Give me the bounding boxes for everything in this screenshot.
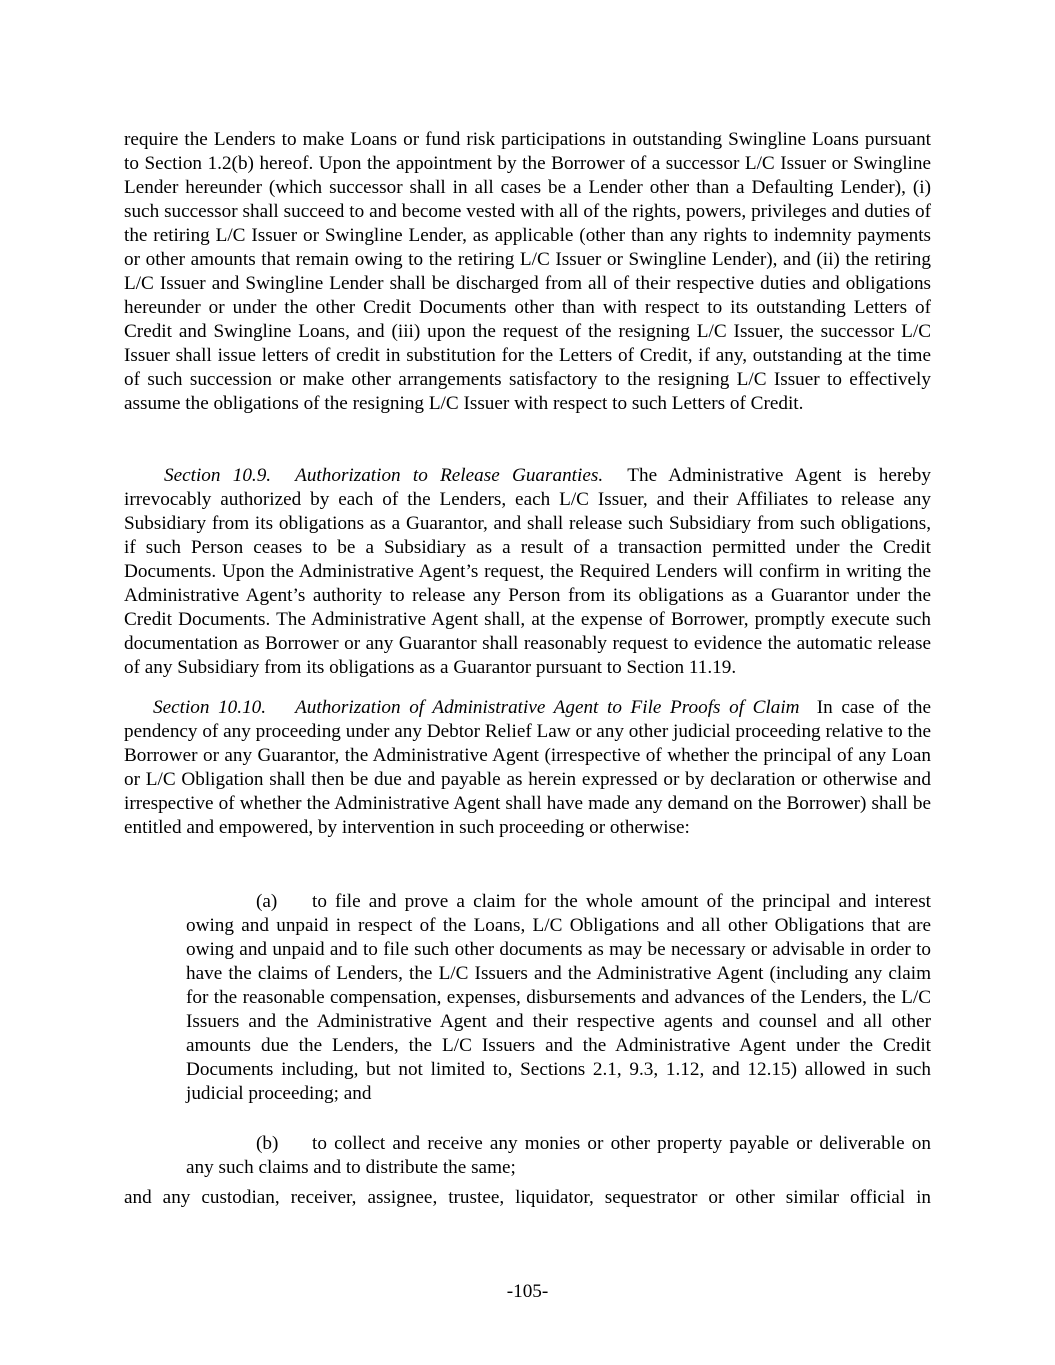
section-title: Authorization to Release Guaranties. <box>295 465 604 486</box>
item-label: (a) <box>256 891 278 912</box>
section-body: The Administrative Agent is hereby irrevocably authorized by each of the Lenders, each L/C Issuer, and their Affiliates to release any Subsidiary from its obligations as a Guarantor, and shall release such Subsidiary from such obligations, if such Person ceases to be a Subsidiary as a result of a transaction permitted under the Credit Documents. Upon the Administrative Agent’s request, the Required Lenders will confirm in writing the Administrative Agent’s authority to release any Person from its obligations as a Guarantor under the Credit Documents. The Administrative Agent shall, at the expense of Borrower, promptly execute such documentation as Borrower or any Guarantor shall reasonably request to evidence the automatic release of any Subsidiary from its obligations as a Guarantor pursuant to Section 11.19. <box>124 465 931 678</box>
page-number: -105- <box>506 1281 549 1302</box>
section-number: Section 10.9. <box>164 465 272 486</box>
section-number: Section 10.10. <box>153 697 267 718</box>
list-item-a <box>186 890 931 1106</box>
trailing-paragraph: and any custodian, receiver, assignee, trustee, liquidator, sequestrator or other similar official in <box>124 1187 931 1208</box>
section-body: In case of the pendency of any proceeding under any Debtor Relief Law or any other judicial proceeding relative to the Borrower or any Guarantor, the Administrative Agent (irrespective of whether the principal of any Loan or L/C Obligation shall then be due and payable as herein expressed or by declaration or otherwise and irrespective of whether the Administrative Agent shall have made any demand on the Borrower) shall be entitled and empowered, by intervention in such proceeding or otherwise: <box>124 697 932 838</box>
list-item-b <box>186 1132 931 1180</box>
section-title: Authorization of Administrative Agent to File Proofs of Claim <box>295 697 800 718</box>
section-10-9-paragraph <box>124 464 931 680</box>
section-10-10-paragraph <box>124 696 931 840</box>
paragraph-continuation: require the Lenders to make Loans or fund risk participations in outstanding Swingline Loans pursuant to Section 1.2(b) hereof. Upon the appointment by the Borrower of a successor L/C Issuer or Swingline Lender hereunder (which successor shall in all cases be a Lender other than a Defaulting Lender), (i) such successor shall succeed to and become vested with all of the rights, powers, privileges and duties of the retiring L/C Issuer or Swingline Lender, as applicable (other than any rights to indemnity payments or other amounts that remain owing to the retiring L/C Issuer or Swingline Lender), and (ii) the retiring L/C Issuer and Swingline Lender shall be discharged from all of their respective duties and obligations hereunder or under the other Credit Documents other than with respect to its outstanding Letters of Credit and Swingline Loans, and (iii) upon the request of the resigning L/C Issuer, the successor L/C Issuer shall issue letters of credit in substitution for the Letters of Credit, if any, outstanding at the time of such succession or make other arrangements satisfactory to the resigning L/C Issuer to effectively assume the obligations of the resigning L/C Issuer with respect to such Letters of Credit. <box>124 129 931 414</box>
item-label: (b) <box>256 1133 279 1154</box>
item-text: to collect and receive any monies or other property payable or deliverable on any such claims and to distribute the same; <box>186 1133 931 1178</box>
item-text: to file and prove a claim for the whole amount of the principal and interest owing and unpaid in respect of the Loans, L/C Obligations and all other Obligations that are owing and unpaid and to file such other documents as may be necessary or advisable in order to have the claims of Lenders, the L/C Issuers and the Administrative Agent (including any claim for the reasonable compensation, expenses, disbursements and advances of the Lenders, the L/C Issuers and the Administrative Agent and their respective agents and counsel and all other amounts due the Lenders, the L/C Issuers and the Administrative Agent under the Credit Documents including, but not limited to, Sections 2.1, 9.3, 1.12, and 12.15) allowed in such judicial proceeding; and <box>186 891 931 1104</box>
